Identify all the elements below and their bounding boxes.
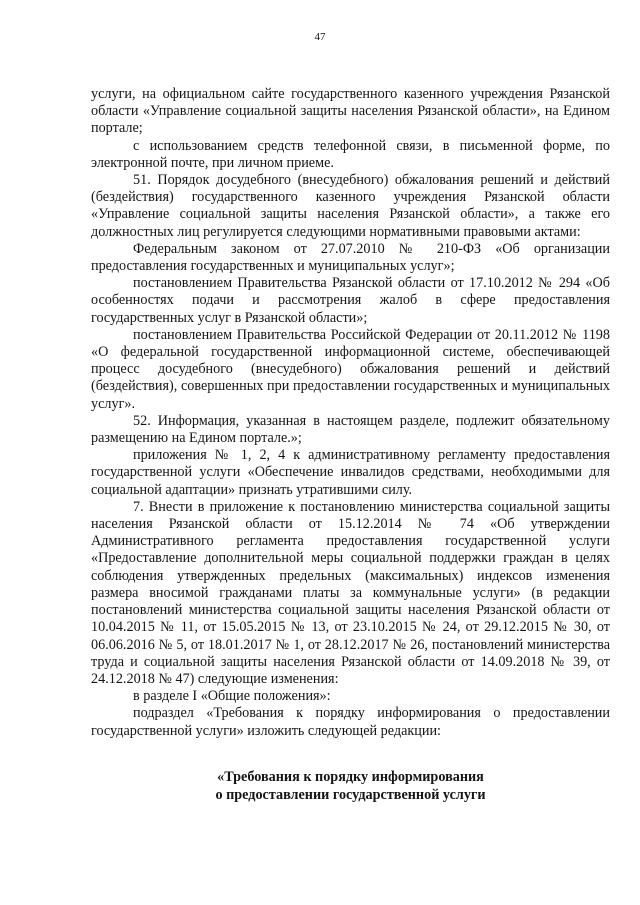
paragraph: постановлением Правительства Рязанской области от 17.10.2012 № 294 «Об особенностях подачи и рассмотрения жалоб в сфере предоставления государственных услуг в Рязанской области»; (91, 275, 610, 326)
section-heading-line-1: «Требования к порядку информирования (217, 769, 484, 785)
section-heading-line-2: о предоставлении государственной услуги (215, 787, 486, 803)
paragraph: 52. Информация, указанная в настоящем разделе, подлежит обязательному размещению на Едином портале.»; (91, 412, 610, 447)
page-number: 47 (314, 31, 326, 43)
paragraph: в разделе I «Общие положения»: (133, 688, 331, 705)
paragraph: Федеральным законом от 27.07.2010 № 210-ФЗ «Об организации предоставления государственных и муниципальных услуг»; (91, 240, 610, 275)
paragraph: 51. Порядок досудебного (внесудебного) обжалования решений и действий (бездействия) государственного казенного учреждения Рязанской области «Управление социальной защиты населения Рязанской области», а также его должностных лиц регулируется следующими нормативными правовыми актами: (91, 172, 610, 240)
paragraph: с использованием средств телефонной связи, в письменной форме, по электронной почте, при личном приеме. (91, 137, 610, 171)
document-body (91, 86, 610, 740)
paragraph: 7. Внести в приложение к постановлению министерства социальной защиты населения Рязанской области от 15.12.2014 № 74 «Об утверждении Административного регламента предоставления государственной услуги «Предоставление дополнительной меры социальной поддержки граждан в целях соблюдения утвержденных предельных (максимальных) индексов изменения размера вносимой гражданами платы за коммунальные услуги» (в редакции постановлений министерства социальной защиты населения Рязанской области от 10.04.2015 № 11, от 15.05.2015 № 13, от 23.10.2015 № 24, от 29.12.2015 № 30, от 06.06.2016 № 5, от 18.01.2017 № 1, от 28.12.2017 № 26, постановлений министерства труда и социальной защиты населения Рязанской области от 14.09.2018 № 39, от 24.12.2018 № 47) следующие изменения: (91, 498, 610, 687)
paragraph: подраздел «Требования к порядку информирования о предоставлении государственной услуги» изложить следующей редакции: (91, 705, 610, 739)
paragraph: услуги, на официальном сайте государственного казенного учреждения Рязанской области «Управление социальной защиты населения Рязанской области», на Едином портале; (91, 86, 610, 137)
paragraph: приложения № 1, 2, 4 к административному регламенту предоставления государственной услуги «Обеспечение инвалидов средствами, необходимыми для социальной адаптации» признать утратившими силу. (91, 447, 610, 498)
paragraph: постановлением Правительства Российской Федерации от 20.11.2012 № 1198 «О федеральной государственной информационной системе, обеспечивающей процесс досудебного (внесудебного) обжалования решений и действий (бездействия), совершенных при предоставлении государственных и муниципальных услуг». (91, 326, 610, 412)
